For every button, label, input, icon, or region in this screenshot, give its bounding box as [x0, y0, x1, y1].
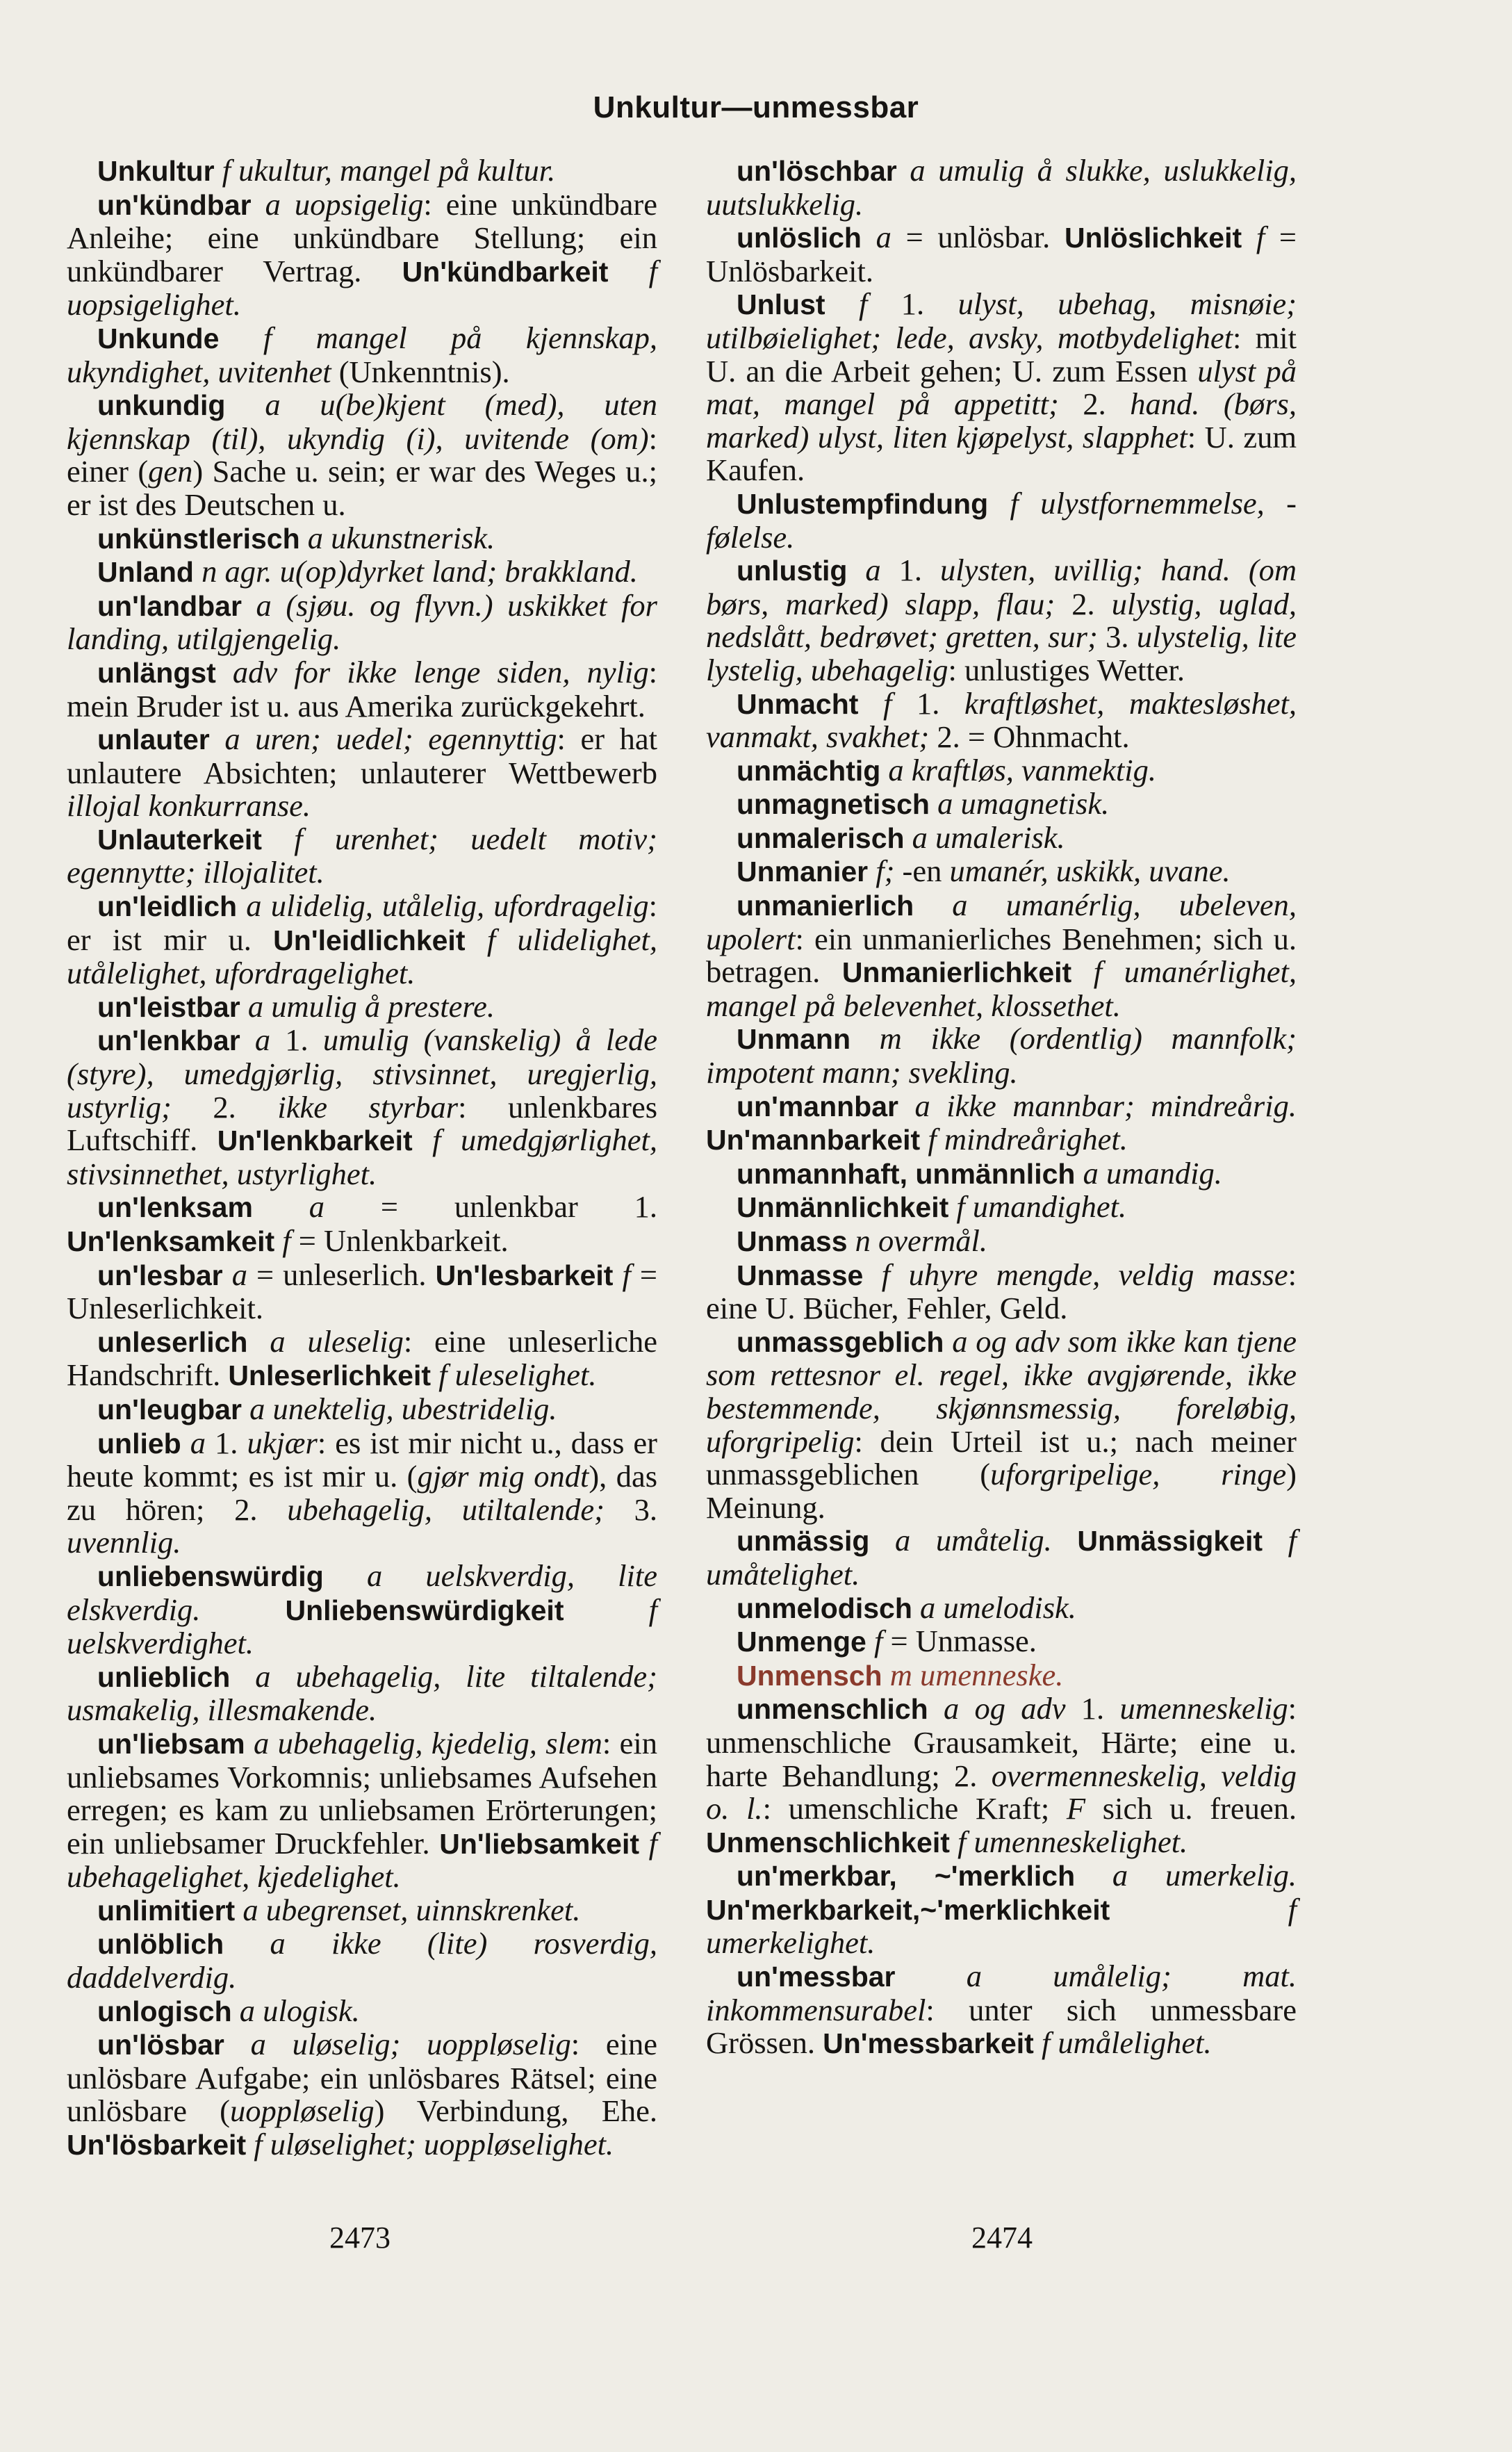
headword: Unmanier — [737, 856, 869, 888]
dictionary-entry — [706, 154, 1297, 221]
definition-text: f ulidelighet, utålelighet, ufordragelighet. — [67, 922, 657, 991]
dictionary-entry — [706, 1524, 1297, 1591]
definition-text: ), das zu hören; 2. — [67, 1459, 658, 1527]
definition-text: a umerkelig. — [1075, 1858, 1297, 1893]
definition-text: f ukultur, mangel på kultur. — [214, 153, 556, 188]
definition-text: f — [866, 1624, 891, 1659]
definition-text: : mit U. an die Arbeit gehen; U. zum Essen — [706, 320, 1297, 389]
definition-text: f uhyre mengde, veldig masse — [863, 1257, 1288, 1292]
definition-text: ikke styrbar — [277, 1089, 459, 1125]
definition-text: 2. — [1083, 386, 1131, 422]
definition-text: 2. = Ohnmacht. — [937, 719, 1130, 755]
sub-headword: Un'kündbarkeit — [402, 255, 609, 288]
dictionary-entry — [706, 754, 1297, 788]
definition-text: f ulystfornemmelse, -følelse. — [706, 485, 1297, 555]
definition-text: : unlustiges Wetter. — [948, 652, 1185, 687]
definition-text: f umanérlighet, mangel på belevenhet, klossethet. — [706, 954, 1297, 1023]
dictionary-entry — [706, 1859, 1297, 1960]
headword: Unmann — [737, 1023, 850, 1056]
definition-text: a — [240, 1022, 286, 1058]
definition-text: : umenschliche Kraft; — [762, 1791, 1067, 1826]
definition-text: : eine unleserliche Handschrift. — [67, 1323, 657, 1393]
sub-headword: Unmässigkeit — [1077, 1525, 1263, 1558]
definition-text: f umerkelighet. — [706, 1891, 1297, 1961]
definition-text: 1. — [898, 553, 941, 588]
definition-text: 3. — [634, 1491, 657, 1527]
dictionary-entry — [67, 389, 657, 521]
dictionary-entry — [67, 990, 657, 1024]
definition-text: : ein unliebsames Vorkomnis; unliebsames Aufsehen erregen; es kam zu unliebsamen Erörterungen; ein unliebsamer Druckfehler. — [67, 1725, 657, 1861]
dictionary-entry — [706, 1191, 1297, 1225]
definition-text: a og adv som ikke kan tjene som rettesnor el. regel, ikke avgjørende, ikke bestemmende, skjønnsmessig, foreløbig, uforgripelig — [706, 1323, 1297, 1459]
definition-text: f uopsigelighet. — [67, 253, 657, 322]
dictionary-entry — [67, 322, 657, 389]
dictionary-entry — [67, 1427, 657, 1560]
sub-headword: Un'lenksamkeit — [67, 1225, 275, 1257]
dictionary-entry — [706, 1022, 1297, 1089]
definition-text: 1. — [285, 1022, 323, 1058]
headword: Unmensch — [737, 1659, 882, 1692]
sub-headword: Un'lösbarkeit — [67, 2129, 247, 2161]
headword: un'löschbar — [737, 155, 897, 187]
dictionary-entry — [67, 1560, 657, 1660]
definition-text: uforgripelige, ringe — [990, 1457, 1287, 1492]
sub-headword: Unmenschlichkeit — [706, 1826, 950, 1858]
definition-text: umenneskelig — [1119, 1691, 1288, 1726]
headword: unmalerisch — [737, 822, 905, 854]
dictionary-entry — [67, 656, 657, 723]
dictionary-entry — [67, 555, 657, 589]
definition-text: a uleselig — [247, 1323, 404, 1359]
dictionary-entry — [67, 1259, 657, 1325]
definition-text: umulig (vanskelig) å lede (styre), umedgjørlig, stivsinnet, uregjerlig, ustyrlig; — [67, 1022, 658, 1125]
definition-text: a ikke (lite) rosverdig, daddelverdig. — [67, 1926, 657, 1995]
definition-text: a ubehagelig, lite tiltalende; usmakelig, illesmakende. — [67, 1658, 657, 1728]
definition-text: F — [1066, 1791, 1086, 1826]
dictionary-entry — [67, 589, 657, 656]
definition-text: : mein Bruder ist u. aus Amerika zurückgekehrt. — [67, 654, 657, 724]
definition-text: : einer ( — [67, 420, 657, 489]
dictionary-entry — [706, 1692, 1297, 1859]
definition-text: a umålelig; mat. inkommensurabel — [706, 1959, 1297, 2027]
definition-text: ulysten, uvillig; hand. (om børs, marked) slapp, flau; — [706, 553, 1297, 621]
definition-text: a og adv — [928, 1691, 1081, 1726]
definition-text: a ikke mannbar; mindreårig. — [898, 1088, 1297, 1123]
definition-text: : eine unkündbare Anleihe; eine unkündbare Stellung; ein unkündbarer Vertrag. — [67, 186, 657, 288]
page-number-left: 2473 — [329, 2221, 391, 2255]
definition-text: ulystelig, lite lystelig, ubehagelig — [706, 619, 1297, 687]
definition-text: f umålelighet. — [1033, 2025, 1212, 2061]
definition-text: f urenhet; uedelt motiv; egennytte; illojalitet. — [67, 821, 657, 890]
dictionary-entry — [706, 554, 1297, 687]
definition-text: f umåtelighet. — [706, 1523, 1297, 1592]
definition-text: 1. — [901, 286, 958, 322]
sub-headword: Un'merkbarkeit,~'merklichkeit — [706, 1893, 1110, 1926]
definition-text: ) Meinung. — [706, 1457, 1297, 1525]
definition-text: a (sjøu. og flyvn.) uskikket for landing, utilgjengelig. — [67, 587, 657, 657]
definition-text: : U. zum Kaufen. — [706, 419, 1297, 488]
dictionary-entry — [67, 1393, 657, 1427]
dictionary-entry — [706, 221, 1297, 288]
definition-text: f — [613, 1257, 640, 1292]
sub-headword: Un'lenkbarkeit — [217, 1125, 413, 1157]
dictionary-entry — [706, 855, 1297, 889]
headword: unlängst — [97, 656, 216, 689]
headword: un'landbar — [97, 589, 242, 622]
dictionary-entry — [706, 1659, 1297, 1693]
dictionary-entry — [67, 1727, 657, 1894]
dictionary-entry — [67, 1024, 657, 1191]
dictionary-entry — [706, 487, 1297, 554]
definition-text: : unlenkbares Luftschiff. — [67, 1089, 658, 1158]
sub-headword: Un'messbarkeit — [823, 2027, 1034, 2060]
definition-text: = Unmasse. — [890, 1624, 1037, 1659]
headword: Unmenge — [737, 1626, 866, 1658]
headword: Unmass — [737, 1225, 848, 1257]
definition-text: a umandig. — [1075, 1155, 1222, 1191]
definition-text: a — [181, 1425, 215, 1460]
definition-text: umanér, uskikk, uvane. — [949, 853, 1231, 889]
definition-text: f mindreårighet. — [920, 1122, 1128, 1157]
headword: un'lenkbar — [97, 1024, 240, 1057]
definition-text: m umenneske. — [882, 1657, 1064, 1692]
definition-text: ulystig, uglad, nedslått, bedrøvet; gretten, sur; — [706, 586, 1297, 655]
definition-text: : eine unlösbare Aufgabe; ein unlösbares Rätsel; eine unlösbare ( — [67, 2027, 658, 2129]
definition-text: m ikke (ordentlig) mannfolk; impotent mann; svekling. — [706, 1021, 1297, 1090]
headword: un'messbar — [737, 1961, 896, 1993]
definition-text: overmenneskelig, veldig o. l. — [706, 1758, 1297, 1826]
definition-text: ubehagelig, utiltalende; — [287, 1491, 634, 1527]
sub-headword: Unmanierlichkeit — [841, 956, 1072, 989]
dictionary-entry — [67, 1660, 657, 1727]
dictionary-entry — [67, 1325, 657, 1393]
definition-text: gen — [148, 454, 193, 489]
sub-headword: Unliebenswürdigkeit — [285, 1594, 564, 1626]
sub-headword: Un'leidlichkeit — [273, 924, 466, 956]
headword: unmassgeblich — [737, 1325, 944, 1358]
definition-text: = Unlenkbarkeit. — [298, 1223, 509, 1258]
headword: un'lenksam — [97, 1191, 253, 1224]
headword: Unmännlichkeit — [737, 1191, 949, 1224]
headword: un'lösbar — [97, 2029, 224, 2061]
dictionary-entry — [706, 1259, 1297, 1325]
definition-text: a ulidelig, utålelig, ufordragelig — [237, 888, 649, 924]
dictionary-entry — [706, 1157, 1297, 1191]
dictionary-entry — [706, 687, 1297, 754]
definition-text: ) Verbindung, Ehe. — [374, 2093, 657, 2129]
headword: unlimitiert — [97, 1894, 236, 1927]
headword: Unlust — [737, 288, 825, 321]
headword: unlauter — [97, 724, 210, 756]
definition-text: a ulogisk. — [231, 1993, 360, 2028]
definition-text: a ubegrenset, uinnskrenket. — [235, 1892, 581, 1927]
definition-text: = Unlösbarkeit. — [706, 220, 1297, 288]
definition-text: = Unleserlichkeit. — [67, 1257, 657, 1326]
definition-text: a u(be)kjent (med), uten kjennskap (til), ukyndig (i), uvitende (om) — [67, 387, 657, 456]
definition-text: 2. — [1071, 586, 1112, 621]
definition-text: f ubehagelighet, kjedelighet. — [67, 1825, 657, 1895]
headword: unlogisch — [97, 1995, 232, 2027]
headword: Unkunde — [97, 322, 220, 354]
definition-text: 1. — [215, 1425, 247, 1460]
definition-text: f mangel på kjennskap, ukyndighet, uvitenhet — [67, 320, 657, 389]
definition-text: = unlenkbar 1. — [380, 1189, 658, 1225]
definition-text: f umandighet. — [948, 1189, 1127, 1225]
definition-text: : unmenschliche Grausamkeit, Härte; eine u. harte Behandlung; 2. — [706, 1691, 1297, 1793]
dictionary-entry — [706, 787, 1297, 822]
headword: Unlustempfindung — [737, 487, 989, 520]
definition-text: uoppløselig — [229, 2093, 375, 2129]
page-header: Unkultur—unmessbar — [593, 90, 919, 124]
definition-text: gjør mig ondt — [417, 1459, 589, 1494]
dictionary-entry — [67, 154, 657, 188]
definition-text: : er hat unlautere Absichten; unlauterer Wettbewerb — [67, 721, 657, 790]
dictionary-entry — [706, 1625, 1297, 1659]
definition-text: : dein Urteil ist u.; nach meiner unmassgeblichen ( — [706, 1423, 1297, 1492]
dictionary-entry — [706, 288, 1297, 487]
dictionary-entry — [67, 1995, 657, 2029]
headword: un'lesbar — [97, 1259, 223, 1291]
dictionary-entry — [67, 1927, 657, 1994]
definition-text: a — [847, 553, 899, 588]
dictionary-entry — [706, 889, 1297, 1022]
definition-text: a — [222, 1257, 256, 1292]
definition-text: : unter sich unmessbare Grössen. — [706, 1992, 1297, 2061]
definition-text: = unleserlich. — [256, 1257, 436, 1292]
headword: Unland — [97, 556, 194, 589]
headword: un'mannbar — [737, 1090, 898, 1122]
definition-text: sich u. freuen. — [1085, 1791, 1297, 1826]
right-column — [706, 154, 1297, 2061]
definition-text: 3. — [1106, 619, 1137, 655]
dictionary-entry — [67, 2028, 657, 2161]
definition-text: 1. — [916, 685, 964, 721]
definition-text: a umelodisk. — [912, 1589, 1076, 1625]
definition-text: hand. (børs, marked) ulyst, liten kjøpelyst, slapphet — [706, 386, 1297, 455]
definition-text: a umåtelig. — [869, 1523, 1078, 1558]
headword: unmelodisch — [737, 1592, 912, 1624]
headword: unmagnetisch — [737, 788, 930, 821]
definition-text: kraftløshet, maktesløshet, vanmakt, svakhet; — [706, 685, 1297, 755]
definition-text: a kraftløs, vanmektig. — [880, 752, 1157, 787]
definition-text: a umulig å slukke, uslukkelig, uutslukkelig. — [706, 153, 1297, 222]
dictionary-entry — [706, 1589, 1297, 1626]
definition-text: (Unkenntnis). — [331, 354, 510, 389]
definition-text: 1. — [1080, 1691, 1120, 1726]
definition-text: ) Sache u. sein; er war des Weges u.; er ist des Deutschen u. — [67, 454, 657, 522]
definition-text: f — [858, 685, 917, 721]
definition-text: ukjær — [247, 1425, 318, 1460]
definition-text: f uelskverdighet. — [67, 1592, 657, 1661]
definition-text: : es ist mir nicht u., dass er heute kommt; es ist mir u. ( — [67, 1425, 657, 1494]
left-column — [67, 154, 657, 2162]
definition-text: f umenneskelighet. — [949, 1824, 1188, 1859]
dictionary-entry — [67, 723, 657, 823]
definition-text: n overmål. — [847, 1223, 987, 1258]
definition-text: a uløselig; uoppløselig — [224, 2027, 571, 2062]
headword: unlieblich — [97, 1660, 231, 1693]
definition-text: f uleselighet. — [431, 1357, 597, 1393]
definition-text: ulyst på mat, mangel på appetitt; — [706, 353, 1297, 422]
headword: Unmacht — [737, 687, 859, 720]
sub-headword: Un'liebsamkeit — [439, 1827, 640, 1860]
dictionary-entry — [67, 1191, 657, 1258]
headword: unliebenswürdig — [97, 1560, 324, 1592]
definition-text: f uløselighet; uoppløselighet. — [246, 2127, 614, 2162]
headword: unmanierlich — [737, 890, 914, 922]
definition-text: a umalerisk. — [904, 819, 1065, 855]
definition-text: adv for ikke lenge siden, nylig — [215, 654, 649, 689]
dictionary-entry — [706, 1325, 1297, 1525]
headword: unlieb — [97, 1427, 181, 1460]
definition-text: a umagnetisk. — [929, 786, 1110, 822]
definition-text: = unlösbar. — [905, 220, 1065, 255]
definition-text: a umulig å prestere. — [240, 988, 495, 1024]
definition-text: ulyst, ubehag, misnøie; utilbøielighet; lede, avsky, motbydelighet — [706, 286, 1297, 355]
definition-text: : eine U. Bücher, Fehler, Geld. — [706, 1257, 1297, 1326]
dictionary-entry — [67, 890, 657, 990]
headword: Unmasse — [737, 1259, 864, 1291]
dictionary-entry — [706, 1090, 1297, 1157]
definition-text: n agr. u(op)dyrket land; brakkland. — [193, 554, 638, 589]
headword: unlustig — [737, 555, 848, 587]
headword: unkünstlerisch — [97, 522, 300, 555]
headword: unmächtig — [737, 754, 881, 787]
definition-text: a — [252, 1189, 381, 1225]
headword: unmannhaft, unmännlich — [737, 1157, 1076, 1190]
definition-text: 2. — [213, 1089, 278, 1125]
dictionary-entry — [67, 1894, 657, 1928]
definition-text: a uopsigelig — [251, 186, 424, 222]
definition-text: a unektelig, ubestridelig. — [241, 1391, 557, 1426]
sub-headword: Unleserlichkeit — [228, 1359, 432, 1392]
headword: unleserlich — [97, 1325, 248, 1358]
headword: unmässig — [737, 1525, 870, 1558]
headword: Unkultur — [97, 155, 215, 187]
sub-headword: Unlöslichkeit — [1064, 222, 1242, 254]
headword: Unlauterkeit — [97, 823, 262, 856]
headword: un'merkbar, ~'merklich — [737, 1860, 1076, 1893]
definition-text: a ukunstnerisk. — [299, 520, 495, 555]
sub-headword: Un'mannbarkeit — [706, 1124, 921, 1156]
dictionary-entry — [67, 522, 657, 556]
page-number-right: 2474 — [971, 2221, 1033, 2255]
definition-text: f; — [868, 853, 903, 889]
definition-text: illojal konkurranse. — [67, 788, 311, 824]
definition-text: a — [861, 220, 906, 255]
dictionary-entry — [67, 823, 657, 890]
definition-text: : ein unmanierliches Benehmen; sich u. betragen. — [706, 921, 1297, 990]
definition-text: a ubehagelig, kjedelig, slem — [245, 1725, 602, 1760]
definition-text: a uelskverdig, lite elskverdig. — [67, 1558, 657, 1627]
headword: un'leugbar — [97, 1393, 242, 1425]
definition-text: uvennlig. — [67, 1525, 181, 1560]
dictionary-entry — [706, 1225, 1297, 1259]
headword: unkundig — [97, 389, 226, 422]
dictionary-entry — [706, 1960, 1297, 2061]
headword: un'kündbar — [97, 188, 252, 221]
dictionary-entry — [67, 188, 657, 322]
dictionary-entry — [706, 819, 1297, 856]
headword: un'leidlich — [97, 890, 238, 923]
headword: unlöslich — [737, 222, 862, 254]
definition-text: f — [1242, 220, 1279, 255]
headword: unlöblich — [97, 1928, 224, 1961]
headword: unmenschlich — [737, 1693, 928, 1726]
headword: un'leistbar — [97, 990, 240, 1023]
definition-text: f — [825, 286, 901, 322]
definition-text: f umedgjørlighet, stivsinnethet, ustyrlighet. — [67, 1122, 657, 1191]
sub-headword: Un'lesbarkeit — [435, 1259, 614, 1291]
definition-text: : er ist mir u. — [67, 888, 657, 957]
definition-text: f — [274, 1223, 299, 1258]
definition-text: -en — [902, 853, 950, 889]
headword: un'liebsam — [97, 1727, 245, 1760]
definition-text: a uren; uedel; egennyttig — [209, 721, 557, 757]
definition-text: a umanérlig, ubeleven, upolert — [706, 888, 1297, 956]
